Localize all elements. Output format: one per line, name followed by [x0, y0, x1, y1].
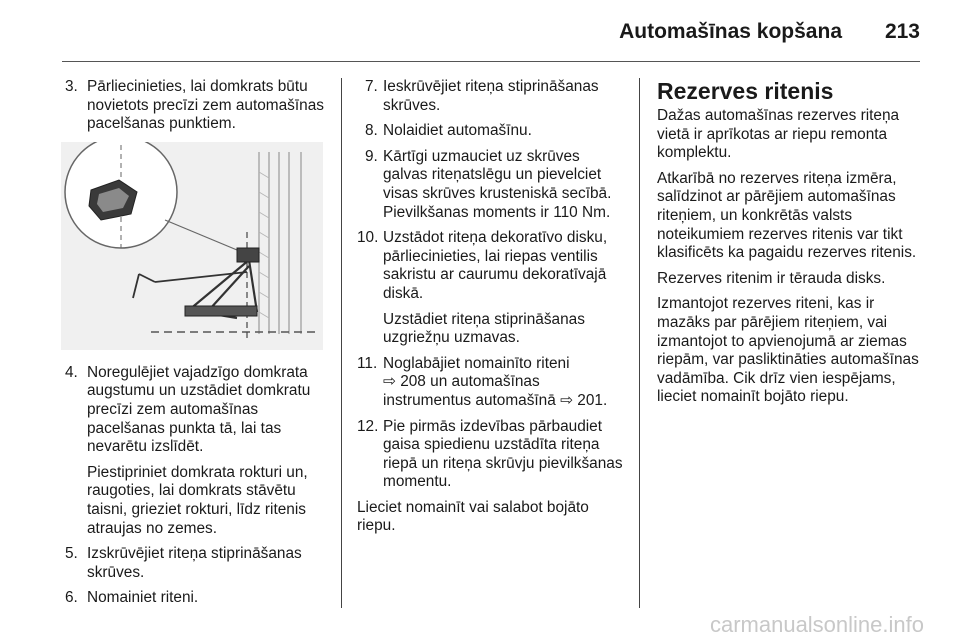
step-3	[65, 78, 327, 134]
step-number: 9.	[365, 147, 378, 165]
page-header	[0, 0, 960, 62]
step-number: 11.	[357, 354, 378, 372]
jack-diagram-svg	[61, 142, 323, 350]
step-text: Uzstādot riteņa dekoratīvo disku, pārliecinieties, lai riepas ventilis sakristu ar caurumu dekoratīvajā diskā.	[383, 229, 608, 302]
paragraph-2: Atkarībā no rezerves riteņa izmēra, salīdzinot ar pārējiem automašīnas riteņiem, un konkrētās valsts noteikumiem rezerves ritenis var tikt klasificēts ka pagaidu rezerves ritenis.	[657, 169, 917, 262]
step-text: Kārtīgi uzmauciet uz skrūves galvas riteņatslēgu un pievelciet visas skrūves krusteniskā secībā. Pievilkšanas moments ir 110 Nm.	[383, 147, 612, 221]
column-1	[65, 78, 327, 615]
section-heading: Rezerves ritenis	[657, 78, 834, 104]
page-reference[interactable]: 208 un automašīnas	[400, 373, 540, 391]
reference-arrow-icon[interactable]: ⇨	[560, 391, 573, 409]
step-number: 5.	[65, 545, 78, 563]
step-number: 10.	[357, 229, 379, 247]
paragraph-1: Dažas automašīnas rezerves riteņa vietā ir aprīkotas ar riepu remonta komplektu.	[657, 107, 900, 162]
section-title: Automašīnas kopšana	[619, 20, 842, 43]
step-number: 12.	[357, 417, 379, 435]
page-reference[interactable]: 201.	[577, 391, 608, 409]
step-number: 3.	[65, 78, 78, 95]
closing-note: Lieciet nomainīt vai salabot bojāto riepu.	[357, 498, 589, 535]
paragraph-3: Rezerves ritenim ir tērauda disks.	[657, 269, 886, 287]
step-8	[357, 122, 627, 141]
paragraph-4: Izmantojot rezerves riteni, kas ir mazāks par pārējiem riteņiem, vai izmantojot to apvienojumā ar ziemas riepām, var pasliktināties automašīnas vadāmība. Cik drīz vien iespējams, lieciet nomainīt bojāto riepu.	[657, 295, 919, 406]
step-text: Nolaidiet automašīnu.	[383, 122, 532, 140]
step-5	[65, 545, 327, 582]
step-text: Pārliecinieties, lai domkrats būtu novietots precīzi zem automašīnas pacelšanas punktiem.	[87, 78, 324, 133]
step-text: Ieskrūvējiet riteņa stiprināšanas skrūves.	[383, 78, 599, 114]
step-note: Piestipriniet domkrata rokturi un, raugoties, lai domkrats stāvētu taisni, grieziet rokturi, līdz ritenis atraujas no zemes.	[87, 463, 308, 537]
step-note: Uzstādiet riteņa stiprināšanas uzgriežņu uzmavas.	[383, 310, 585, 347]
step-4	[65, 364, 327, 538]
step-12	[357, 418, 627, 492]
step-7	[357, 78, 627, 115]
watermark: carmanualsonline.info	[709, 612, 924, 637]
step-text-part: instrumentus automašīnā	[383, 391, 556, 409]
step-text: Pie pirmās izdevības pārbaudiet gaisa spiedienu uzstādīta riteņa riepā un riteņa skrūvju pievilkšanas momentu.	[383, 417, 623, 491]
step-11	[357, 355, 627, 411]
column-divider-2	[639, 78, 640, 608]
page-number: 213	[884, 20, 920, 43]
column-2	[357, 78, 627, 543]
step-text: Izskrūvējiet riteņa stiprināšanas skrūves.	[87, 545, 302, 581]
step-9	[357, 148, 627, 222]
step-text-part: Noglabājiet nomainīto riteni	[383, 354, 570, 372]
step-10	[357, 229, 627, 348]
column-divider-1	[341, 78, 342, 608]
step-number: 7.	[365, 78, 378, 95]
step-number: 4.	[65, 363, 78, 381]
step-text: Noregulējiet vajadzīgo domkrata augstumu un uzstādiet domkratu precīzi zem automašīnas pacelšanas punkta tā, lai tas nevarētu izslīdēt.	[87, 363, 311, 456]
step-6	[65, 589, 327, 608]
step-text: Nomainiet riteni.	[87, 589, 199, 607]
reference-arrow-icon[interactable]: ⇨	[383, 373, 396, 391]
step-number: 6.	[65, 589, 78, 607]
step-number: 8.	[365, 122, 378, 140]
header-divider	[62, 61, 920, 62]
column-3	[657, 78, 925, 414]
jack-illustration	[61, 142, 323, 350]
step-text	[383, 355, 627, 411]
